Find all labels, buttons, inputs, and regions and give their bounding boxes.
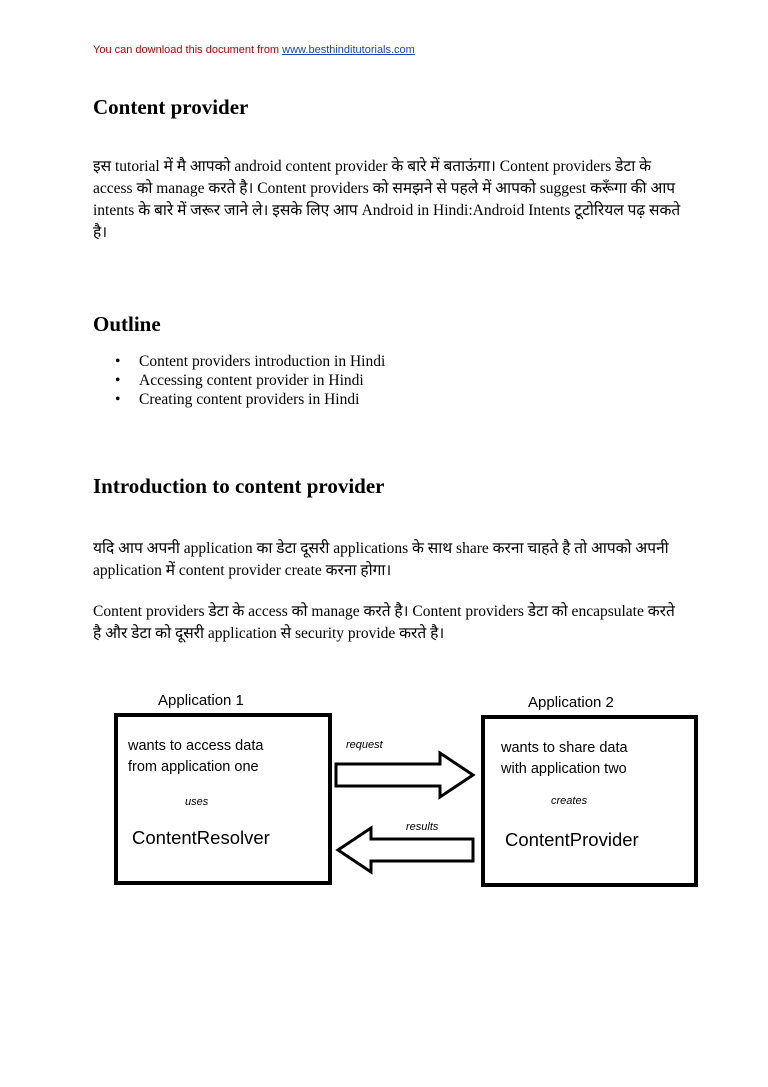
page-header <box>93 44 415 56</box>
app1-label: Application 1 <box>158 692 244 709</box>
outline-item: • Creating content providers in Hindi <box>115 391 360 408</box>
content-provider-text: इस tutorial में मै आपको android content provider के बारे में बताऊंगा। Content providers डेटा के access को manage करते है। Content providers को समझने से पहले में आपको suggest करूँगा की आप intents के बारे में जरूर जाने ले। इसके लिए आप Android in Hindi:Android Intents टूटोरियल पढ़ सकते है। <box>93 158 681 241</box>
outline-list <box>93 352 385 409</box>
app2-label: Application 2 <box>528 694 614 711</box>
app1-line1: wants to access data <box>128 738 264 754</box>
introduction-heading: Introduction to content provider <box>93 474 385 498</box>
bullet-icon: • <box>115 353 121 370</box>
bullet-icon: • <box>115 391 121 408</box>
introduction-paragraph-2 <box>93 601 683 645</box>
bullet-icon: • <box>115 372 121 389</box>
outline-item: • Accessing content provider in Hindi <box>115 372 364 389</box>
content-provider-heading: Content provider <box>93 95 249 119</box>
request-arrow-icon <box>336 753 473 797</box>
app1-component: ContentResolver <box>132 827 270 848</box>
introduction-text-1: यदि आप अपनी application का डेटा दूसरी applications के साथ share करना चाहते है तो आपको अपनी application में content provider create करना होगा। <box>93 540 669 579</box>
results-label: results <box>406 821 439 833</box>
results-arrow-icon <box>338 828 473 872</box>
introduction-paragraph-1 <box>93 538 683 582</box>
app1-verb: uses <box>185 796 209 808</box>
app2-verb: creates <box>551 795 588 807</box>
app2-line1: wants to share data <box>501 740 628 756</box>
header-link[interactable]: www.besthinditutorials.com <box>282 44 415 56</box>
app2-line2: with application two <box>501 761 627 777</box>
content-provider-paragraph <box>93 156 683 244</box>
app2-component: ContentProvider <box>505 829 639 850</box>
app1-line2: from application one <box>128 759 259 775</box>
outline-heading: Outline <box>93 312 161 336</box>
header-text: You can download this document from <box>93 44 280 56</box>
content-provider-diagram <box>100 680 710 900</box>
request-label: request <box>346 739 383 751</box>
introduction-text-2: Content providers डेटा के access को manage करते है। Content providers डेटा को encapsulate करते है और डेटा को दूसरी application से security provide करते है। <box>93 603 675 642</box>
outline-item: • Content providers introduction in Hindi <box>115 353 386 370</box>
